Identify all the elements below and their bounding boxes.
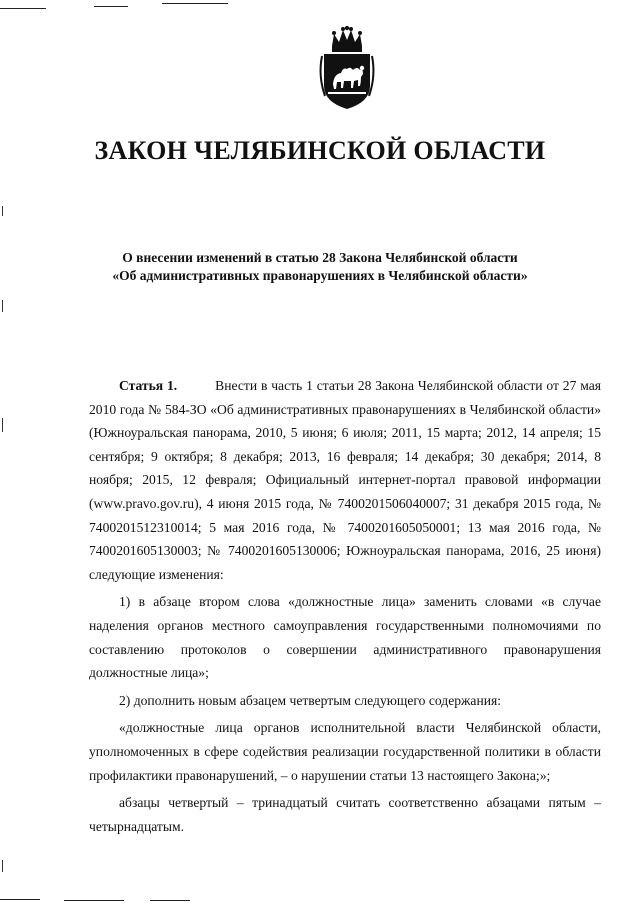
article-label: Статья 1. (119, 378, 178, 393)
list-item: 1) в абзаце втором слова «должностные лица» заменить словами «в случае наделения органов местного самоуправления государственными полномочиями по составлению протоколов о совершении административного правонарушения должностные лица»; (89, 594, 601, 681)
scan-artifact-mark (2, 206, 3, 216)
scan-artifact-mark (2, 300, 3, 312)
quoted-paragraph: «должностные лица органов исполнительной власти Челябинской области, уполномоченных в сфере содействия реализации государственной политики в области профилактики правонарушений, – о нарушении статьи 13 настоящего Закона;»; (89, 720, 601, 783)
scan-artifact-mark (2, 860, 3, 872)
list-item: 2) дополнить новым абзацем четвертым следующего содержания: (119, 692, 502, 708)
subtitle-line: «Об административных правонарушениях в Челябинской области» (112, 268, 528, 283)
scan-artifact-line (162, 3, 228, 4)
subtitle-line: О внесении изменений в статью 28 Закона Челябинской области (122, 250, 518, 265)
page-title: ЗАКОН ЧЕЛЯБИНСКОЙ ОБЛАСТИ (94, 136, 546, 165)
paragraph: абзацы четвертый – тринадцатый считать соответственно абзацами пятым – четырнадцатым. (89, 795, 601, 834)
scan-artifact-line (94, 6, 128, 7)
article-intro: Внести в часть 1 статьи 28 Закона Челябинской области от 27 мая 2010 года № 584-ЗО «Об административных правонарушениях в Челябинской области» (Южноуральская панорама, 2010, 5 июня; 6 июля; 2011, 15 марта; 2012, 14 апреля; 15 сентября; 9 октября; 8 декабря; 2013, 16 февраля; 14 декабря; 30 декабря; 2014, 8 ноября; 2015, 12 февраля; Официальный интернет-портал правовой информации (www.pravo.gov.ru), 4 июня 2015 года, № 7400201506040007; 31 декабря 2015 года, № 7400201512310014; 5 мая 2016 года, № 7400201605050001; 13 мая 2016 года, № 7400201605130003; № 7400201605130006; Южноуральская панорама, 2016, 25 июня) следующие изменения: (89, 378, 601, 582)
crown-icon (332, 26, 362, 52)
scan-artifact-line (150, 900, 190, 901)
article-paragraph (89, 374, 601, 586)
scan-artifact-line (0, 899, 40, 900)
document-subtitle (0, 249, 640, 285)
shield-icon (324, 54, 370, 109)
document-body (89, 374, 601, 838)
scan-artifact-mark (2, 418, 3, 432)
scan-artifact-line (0, 8, 46, 9)
scan-artifact-line (64, 900, 124, 901)
chelyabinsk-coat-of-arms-icon (316, 26, 378, 110)
